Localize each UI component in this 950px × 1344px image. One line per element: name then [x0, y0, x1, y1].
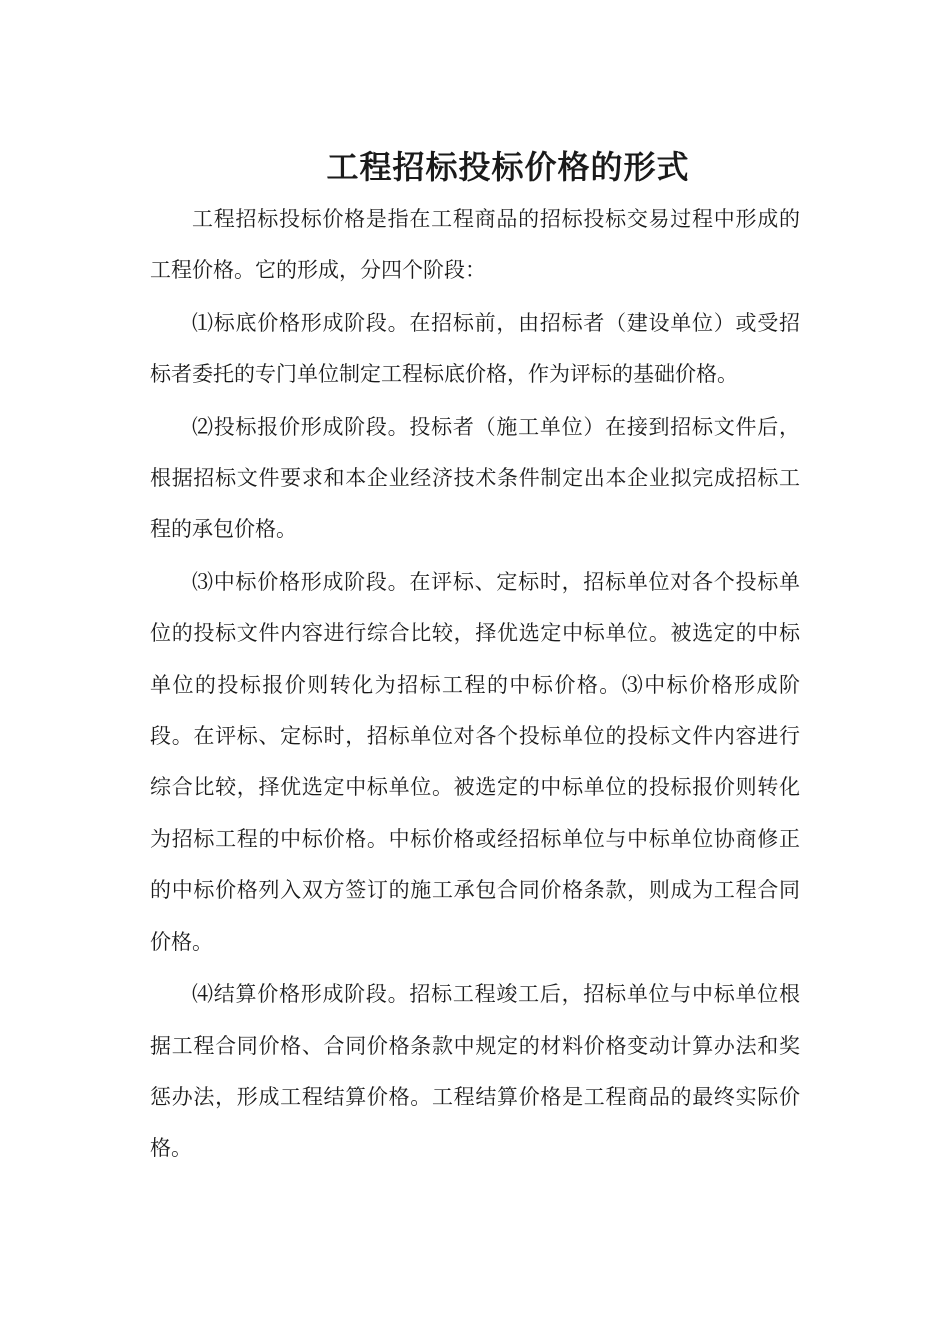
paragraph-intro: 工程招标投标价格是指在工程商品的招标投标交易过程中形成的工程价格。它的形成，分四个阶段： [150, 207, 800, 283]
paragraph-stage-3: ⑶中标价格形成阶段。在评标、定标时，招标单位对各个投标单位的投标文件内容进行综合比较，择优选定中标单位。被选定的中标单位的投标报价则转化为招标工程的中标价格。⑶中标价格形成阶段。在评标、定标时，招标单位对各个投标单位的投标文件内容进行综合比较，择优选定中标单位。被选定的中标单位的投标报价则转化为招标工程的中标价格。中标价格或经招标单位与中标单位协商修正的中标价格列入双方签订的施工承包合同价格条款，则成为工程合同价格。 [150, 569, 800, 954]
paragraph-stage-1: ⑴标底价格形成阶段。在招标前，由招标者（建设单位）或受招标者委托的专门单位制定工程标底价格，作为评标的基础价格。 [150, 310, 800, 387]
document-title: 工程招标投标价格的形式 [326, 148, 690, 187]
document-body [150, 194, 800, 1176]
paragraph-stage-2: ⑵投标报价形成阶段。投标者（施工单位）在接到招标文件后，根据招标文件要求和本企业经济技术条件制定出本企业拟完成招标工程的承包价格。 [150, 414, 800, 542]
paragraph-stage-4: ⑷结算价格形成阶段。招标工程竣工后，招标单位与中标单位根据工程合同价格、合同价格条款中规定的材料价格变动计算办法和奖惩办法，形成工程结算价格。工程结算价格是工程商品的最终实际价格。 [150, 982, 800, 1161]
